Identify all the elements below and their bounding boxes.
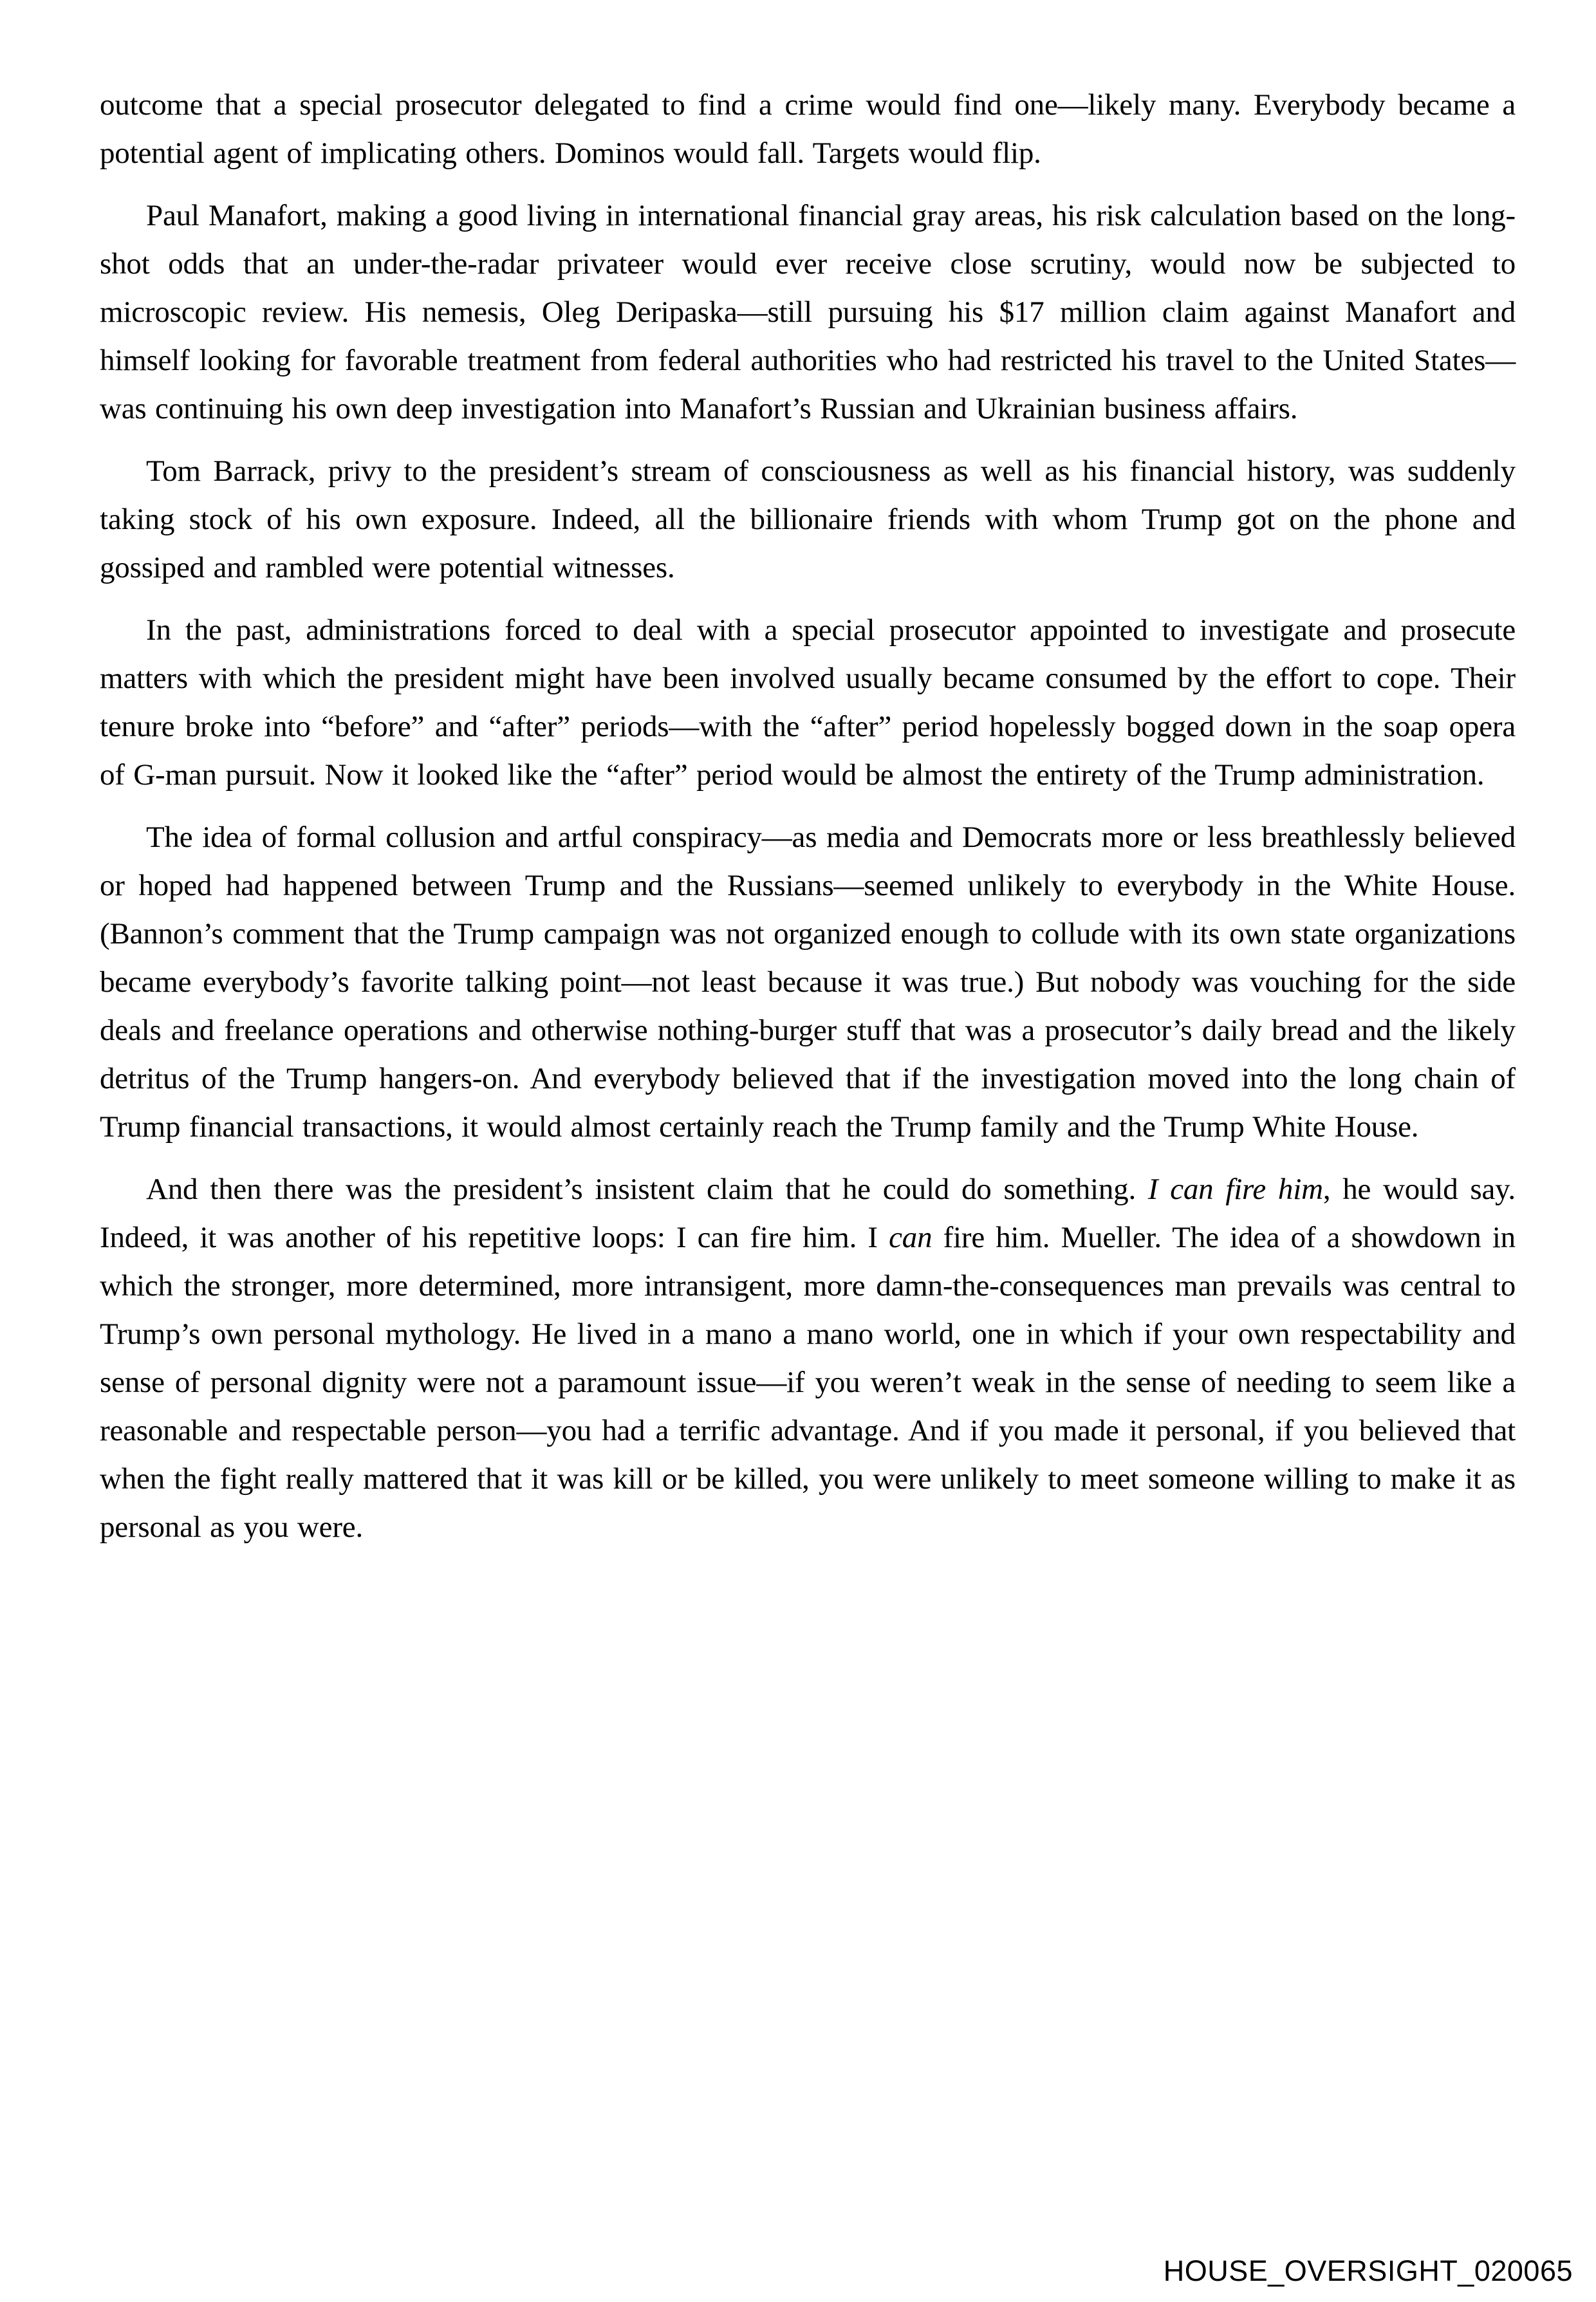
italic-text-segment: I can fire him <box>1147 1173 1323 1206</box>
text-segment: And then there was the president’s insistent claim that he could do something. <box>146 1173 1148 1206</box>
text-segment: , he would say. Indeed, it was another of his repetitive loops: I can fire him. I <box>100 1173 1516 1254</box>
text-segment: fire him. Mueller. The idea of a showdown in which the stronger, more determined, more intransigent, more damn-the-consequences man prevails was central to Trump’s own personal mythology. He lived in a mano a mano world, one in which if your own respectability and sense of personal dignity were not a paramount issue—if you weren’t weak in the sense of needing to seem like a reasonable and respectable person—you had a terrific advantage. And if you made it personal, if you believed that when the fight really mattered that it was kill or be killed, you were unlikely to meet someone willing to make it as personal as you were. <box>100 1221 1516 1544</box>
text-segment: Tom Barrack, privy to the president’s stream of consciousness as well as his financial history, was suddenly taking stock of his own exposure. Indeed, all the billionaire friends with whom Trump got on the phone and gossiped and rambled were potential witnesses. <box>100 454 1516 584</box>
paragraph <box>100 813 1516 1151</box>
text-segment: In the past, administrations forced to deal with a special prosecutor appointed to investigate and prosecute matters with which the president might have been involved usually became consumed by the effort to cope. Their tenure broke into “before” and “after” periods—with the “after” period hopelessly bogged down in the soap opera of G-man pursuit. Now it looked like the “after” period would be almost the entirety of the Trump administration. <box>100 613 1516 792</box>
paragraph <box>100 192 1516 433</box>
paragraph <box>100 1165 1516 1552</box>
text-segment: The idea of formal collusion and artful conspiracy—as media and Democrats more or less breathlessly believed or hoped had happened between Trump and the Russians—seemed unlikely to everybody in the White House. (Bannon’s comment that the Trump campaign was not organized enough to collude with its own state organizations became everybody’s favorite talking point—not least because it was true.) But nobody was vouching for the side deals and freelance operations and otherwise nothing-burger stuff that was a prosecutor’s daily bread and the likely detritus of the Trump hangers-on. And everybody believed that if the investigation moved into the long chain of Trump financial transactions, it would almost certainly reach the Trump family and the Trump White House. <box>100 821 1516 1144</box>
text-segment: outcome that a special prosecutor delegated to find a crime would find one—likely many. Everybody became a potential agent of implicating others. Dominos would fall. Targets would flip. <box>100 88 1516 170</box>
italic-text-segment: can <box>889 1221 933 1254</box>
paragraph <box>100 606 1516 799</box>
text-segment: Paul Manafort, making a good living in international financial gray areas, his risk calculation based on the long-shot odds that an under-the-radar privateer would ever receive close scrutiny, would now be subjected to microscopic review. His nemesis, Oleg Deripaska—still pursuing his $17 million claim against Manafort and himself looking for favorable treatment from federal authorities who had restricted his travel to the United States—was continuing his own deep investigation into Manafort’s Russian and Ukrainian business affairs. <box>100 199 1516 425</box>
bates-number: HOUSE_OVERSIGHT_020065 <box>1163 2254 1573 2287</box>
text-block <box>100 81 1516 1566</box>
paragraph <box>100 447 1516 592</box>
paragraph <box>100 81 1516 178</box>
